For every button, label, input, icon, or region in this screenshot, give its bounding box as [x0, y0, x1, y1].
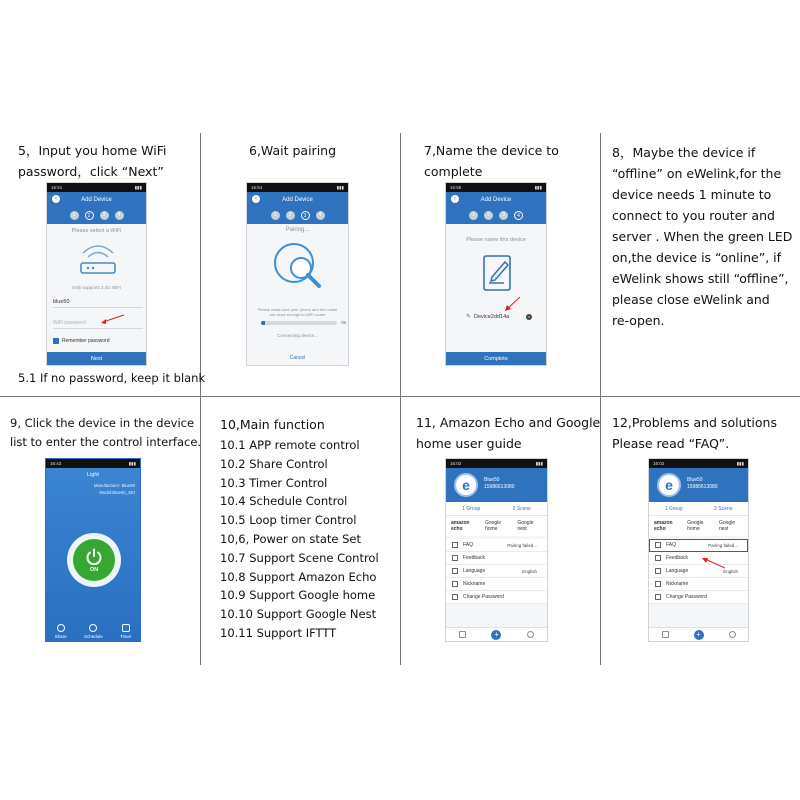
main-function-item: 10.9 Support Google home	[220, 588, 376, 603]
manufacturer-label: Manufacturer: Blue50	[93, 483, 135, 488]
main-function-item: 10,6, Power on state Set	[220, 531, 361, 546]
user-icon	[655, 581, 661, 587]
tab-scene[interactable]: 2 Scene	[512, 506, 531, 512]
bottom-nav	[46, 624, 140, 639]
screen-title: Light	[87, 472, 99, 478]
menu-label: Change Password	[666, 594, 707, 600]
step-indicator	[247, 207, 348, 224]
main-function-item: 10.10 Support Google Nest	[220, 607, 377, 622]
caption-step-9: 9, Click the device in the device list to enter the control interface.	[10, 416, 202, 449]
main-function-item: 10.2 Share Control	[220, 456, 328, 471]
router-icon	[75, 243, 121, 279]
settings-menu	[649, 539, 748, 604]
user-icon	[452, 581, 458, 587]
google-nest-link[interactable]: Google nest	[718, 520, 736, 532]
ewelink-logo-icon: e	[657, 473, 681, 497]
phone-name-device: 16:55 ▮▮▮ ‹ Add Device 1 2 3 4 Please name this device ✎ Device2dd14a × Complete	[445, 182, 547, 366]
pointer-arrow-icon	[99, 313, 125, 325]
menu-item-nickname[interactable]	[446, 578, 547, 591]
wifi-ssid[interactable]: blue50	[53, 299, 143, 308]
menu-item-faq[interactable]	[446, 539, 547, 552]
step-dot-active: 2	[85, 211, 94, 220]
phone-wifi-setup: 16:51 ▮▮▮ ‹ Add Device 1 2 3 4 Please select a WiFi Only supports 2.4G WiFi blue50 WiFi password Remember password Next	[46, 182, 147, 366]
menu-value: English	[522, 568, 537, 574]
step-dot: 1	[271, 211, 280, 220]
profile-icon[interactable]	[527, 631, 534, 638]
step-dot: 3	[499, 211, 508, 220]
help-icon	[452, 542, 458, 548]
menu-label: Language	[463, 568, 486, 574]
main-function-item: 10.4 Schedule Control	[220, 494, 348, 509]
menu-label: Nickname	[463, 581, 486, 587]
main-function-item: 10.1 APP remote control	[220, 438, 360, 452]
tab-scene[interactable]: 2 Scene	[714, 506, 733, 512]
lock-icon	[655, 594, 661, 600]
google-home-link[interactable]: Google home	[484, 520, 502, 532]
connecting-label: Connecting device...	[277, 333, 318, 338]
caption-step-11: 11, Amazon Echo and Google home user guide	[416, 415, 601, 451]
step-dot: 2	[286, 211, 295, 220]
menu-value: Pairing failed...	[507, 542, 537, 548]
step-dot: 1	[469, 211, 478, 220]
menu-label: FAQ	[463, 542, 474, 548]
main-function-item: 10.11 Support IFTTT	[220, 625, 337, 640]
remember-password-checkbox[interactable]	[53, 338, 110, 344]
menu-label: Feedback	[463, 555, 485, 561]
voice-assistant-links	[446, 516, 547, 536]
pairing-status: Pairing...	[285, 227, 310, 233]
caption-step-5: 5，Input you home WiFi password，click “Next”	[18, 143, 167, 179]
tab-group[interactable]: 1 Group	[462, 506, 481, 512]
phone-voice-assistants: 16:02 ▮▮▮ e Blue50 15986613080 1 Group 2 Scene amazon echo Google home Google nest FAQ Pairing failed... Feedback Language English Nickname Change Password +	[445, 458, 548, 642]
device-name-value: Device2dd14a	[474, 313, 510, 320]
power-state-label: ON	[89, 566, 99, 573]
status-time: 16:02	[450, 461, 462, 466]
grid-divider	[600, 133, 601, 665]
account-name: Blue50	[687, 477, 703, 483]
account-phone: 15986613080	[484, 484, 515, 490]
step-dot: 2	[484, 211, 493, 220]
google-nest-link[interactable]: Google nest	[517, 520, 534, 532]
clock-icon	[89, 624, 97, 632]
cancel-link[interactable]: Cancel	[289, 355, 306, 361]
menu-item-change-password[interactable]	[446, 591, 547, 604]
pencil-icon: ✎	[466, 314, 472, 320]
checkbox-icon	[53, 338, 59, 344]
step-dot-active: 4	[514, 211, 523, 220]
step-dot: 1	[70, 211, 79, 220]
nav-label: Schedule	[83, 634, 103, 639]
caption-step-12: 12,Problems and solutions Please read “FAQ”.	[612, 415, 777, 451]
group-scene-tabs	[649, 502, 748, 516]
edit-document-icon	[480, 253, 516, 295]
settings-menu	[446, 539, 547, 604]
back-icon[interactable]: ‹	[252, 195, 260, 203]
google-home-link[interactable]: Google home	[687, 520, 704, 532]
grid-divider	[200, 133, 201, 665]
main-function-list	[220, 436, 379, 643]
phone-pairing: 16:54 ▮▮▮ ‹ Add Device 1 2 3 4 Pairing... Please make sure your phone and the model are close enough to WiFi router 0s Connecting device... Cancel	[246, 182, 349, 366]
pairing-progress-bar	[261, 321, 337, 325]
model-label: Model:Blue50_SKI	[99, 490, 135, 495]
amazon-echo-link[interactable]: amazon echo	[654, 520, 673, 532]
step-dot: 4	[115, 211, 124, 220]
back-icon[interactable]: ‹	[52, 195, 60, 203]
grid-divider	[400, 133, 401, 665]
status-time: 16:55	[450, 185, 462, 190]
status-time: 16:54	[251, 185, 263, 190]
bottom-nav	[446, 627, 547, 641]
menu-label: FAQ	[666, 542, 677, 548]
search-icon	[272, 241, 326, 293]
menu-label: Feedback	[666, 555, 688, 561]
menu-label: Language	[666, 568, 689, 574]
help-icon	[655, 542, 661, 548]
back-icon[interactable]: ‹	[451, 195, 459, 203]
complete-button[interactable]: Complete	[446, 352, 546, 365]
main-function-item: 10.8 Support Amazon Echo	[220, 569, 377, 584]
nav-share[interactable]	[55, 624, 67, 639]
screen-title: Add Device	[282, 196, 313, 203]
status-time: 16:51	[51, 185, 63, 190]
status-time: 16:43	[50, 461, 62, 466]
caption-step-6: 6,Wait pairing	[249, 143, 337, 158]
step-dot: 4	[316, 211, 325, 220]
pointer-arrow-icon	[699, 556, 727, 570]
grid-divider	[0, 396, 800, 397]
step-indicator	[47, 207, 146, 224]
device-name-field[interactable]	[466, 313, 532, 320]
menu-value: English	[723, 568, 738, 574]
nav-label: Timer	[119, 634, 132, 639]
step-dot-active: 3	[301, 211, 310, 220]
nav-label: Share	[54, 634, 67, 639]
power-button[interactable]	[67, 533, 121, 587]
wifi-password-field[interactable]: WiFi password	[53, 320, 143, 329]
caption-step-10-title: 10,Main function	[220, 417, 325, 432]
caption-step-7: 7,Name the device to complete	[424, 143, 559, 179]
name-hint: Please name this device	[466, 237, 526, 243]
pairing-note: Please make sure your phone and the model are close enough to WiFi router	[257, 307, 338, 317]
language-icon	[452, 568, 458, 574]
screen-title: Add Device	[480, 196, 512, 203]
account-name: Blue50	[484, 477, 500, 483]
power-inner	[73, 539, 115, 581]
add-device-icon[interactable]: +	[694, 630, 704, 640]
nav-schedule[interactable]	[84, 624, 103, 639]
caption-step-8: 8，Maybe the device if “offline” on eWelink,for the device needs 1 minute to connect to you router and server . When the green LED on,the device is “online”, if eWelink shows still “offline”, please close eWelink and re-open.	[612, 145, 793, 328]
status-time: 16:02	[653, 461, 665, 466]
wifi-support-note: Only supports 2.4G WiFi	[71, 285, 121, 290]
menu-label: Nickname	[666, 581, 689, 587]
main-function-item: 10.3 Timer Control	[220, 475, 328, 490]
profile-header	[649, 468, 748, 502]
step-dot: 3	[100, 211, 109, 220]
progress-label: 0s	[341, 320, 346, 325]
home-grid-icon[interactable]	[662, 631, 669, 638]
wifi-hint: Please select a WiFi	[71, 228, 122, 234]
language-icon	[655, 568, 661, 574]
tab-group[interactable]: 1 Group	[664, 506, 683, 512]
amazon-echo-link[interactable]: amazon echo	[451, 520, 470, 532]
profile-header	[446, 468, 547, 502]
lock-icon	[452, 594, 458, 600]
pointer-arrow-icon	[502, 295, 522, 313]
power-icon	[85, 548, 103, 566]
phone-control-interface: 16:43 ▮▮▮ Light Manufacturer: Blue50 Model:Blue50_SKI ON Share Schedule Timer	[45, 458, 141, 642]
screen-title: Add Device	[81, 196, 112, 203]
home-grid-icon[interactable]	[459, 631, 466, 638]
ewelink-logo-icon: e	[454, 473, 478, 497]
timer-icon	[122, 624, 130, 632]
menu-item-nickname[interactable]	[649, 578, 748, 591]
bottom-nav	[649, 627, 748, 641]
main-function-item: 10.5 Loop timer Control	[220, 513, 357, 528]
feedback-icon	[655, 555, 661, 561]
nav-timer[interactable]	[120, 624, 131, 639]
phone-faq: 16:02 ▮▮▮ e Blue50 15986613080 1 Group 2 Scene amazon echo Google home Google nest FAQ Pairing failed... Feedback Language English Nickname Change Password +	[648, 458, 749, 642]
menu-item-faq[interactable]	[649, 539, 748, 552]
account-phone: 15986613080	[687, 484, 718, 490]
menu-item-language[interactable]	[446, 565, 547, 578]
voice-assistant-links	[649, 516, 748, 536]
next-button[interactable]: Next	[47, 352, 146, 365]
menu-label: Change Password	[463, 594, 504, 600]
group-scene-tabs	[446, 502, 547, 516]
caption-step-5-1: 5.1 If no password, keep it blank	[18, 371, 206, 385]
add-device-icon[interactable]: +	[491, 630, 501, 640]
profile-icon[interactable]	[729, 631, 736, 638]
main-function-item: 10.7 Support Scene Control	[220, 550, 379, 565]
remember-label: Remember password	[62, 338, 110, 344]
menu-item-change-password[interactable]	[649, 591, 748, 604]
share-icon	[57, 624, 65, 632]
feedback-icon	[452, 555, 458, 561]
menu-item-feedback[interactable]	[446, 552, 547, 565]
menu-value: Pairing failed...	[708, 542, 738, 548]
progress-fill	[261, 321, 265, 325]
clear-icon[interactable]: ×	[527, 313, 531, 319]
step-indicator	[446, 207, 546, 224]
